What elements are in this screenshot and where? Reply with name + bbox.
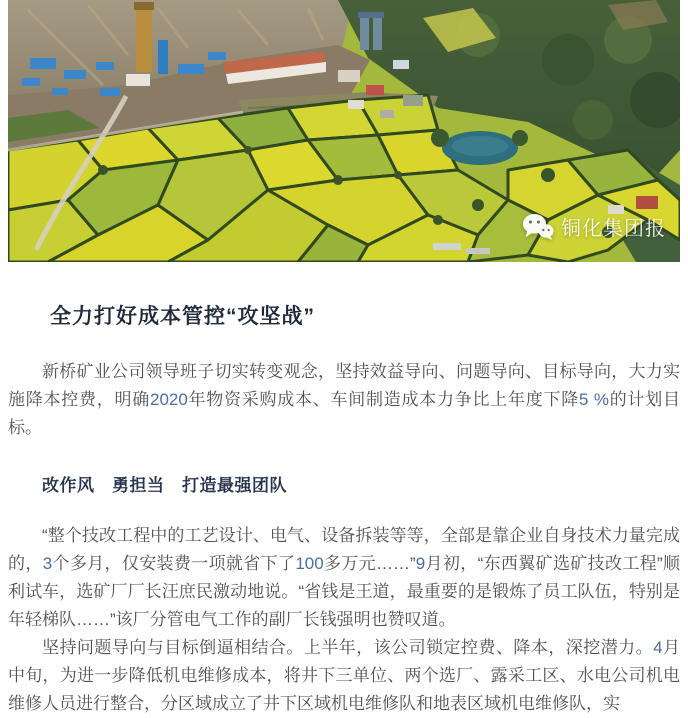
paragraph-3: 坚持问题导向与目标倒逼相结合。上半年，该公司锁定控费、降本，深挖潜力。4月中旬，为进一步降低机电维修成本，将井下三单位、两个选厂、露采工区、水电公司机电维修人员进行整合，分区域成立了井下区域机电维修队和地表区域机电维修队，实 xyxy=(8,638,681,713)
hero-photo xyxy=(8,0,680,262)
section-subheading: 改作风 勇担当 打造最强团队 xyxy=(42,476,287,495)
watermark xyxy=(522,212,666,241)
watermark-label: 铜化集团报 xyxy=(561,218,666,240)
article-body xyxy=(0,302,688,718)
wechat-icon xyxy=(522,213,554,240)
paragraph-2: “整个技改工程中的工艺设计、电气、设备拆装等等，全部是靠企业自身技术力量完成的，3个多月，仅安装费一项就省下了100多万元……”9月初，“东西翼矿选矿技改工程”顺利试车，选矿厂厂长汪庶民激动地说。“省钱是王道，最重要的是锻炼了员工队伍，特别是年轻梯队……”该厂分管电气工作的副厂长钱强明也赞叹道。 xyxy=(8,526,681,629)
article-title: 全力打好成本管控“攻坚战” xyxy=(50,305,315,328)
paragraph-1: 新桥矿业公司领导班子切实转变观念，坚持效益导向、问题导向、目标导向，大力实施降本控费，明确2020年物资采购成本、车间制造成本力争比上年度下降5 %的计划目标。 xyxy=(8,362,681,437)
